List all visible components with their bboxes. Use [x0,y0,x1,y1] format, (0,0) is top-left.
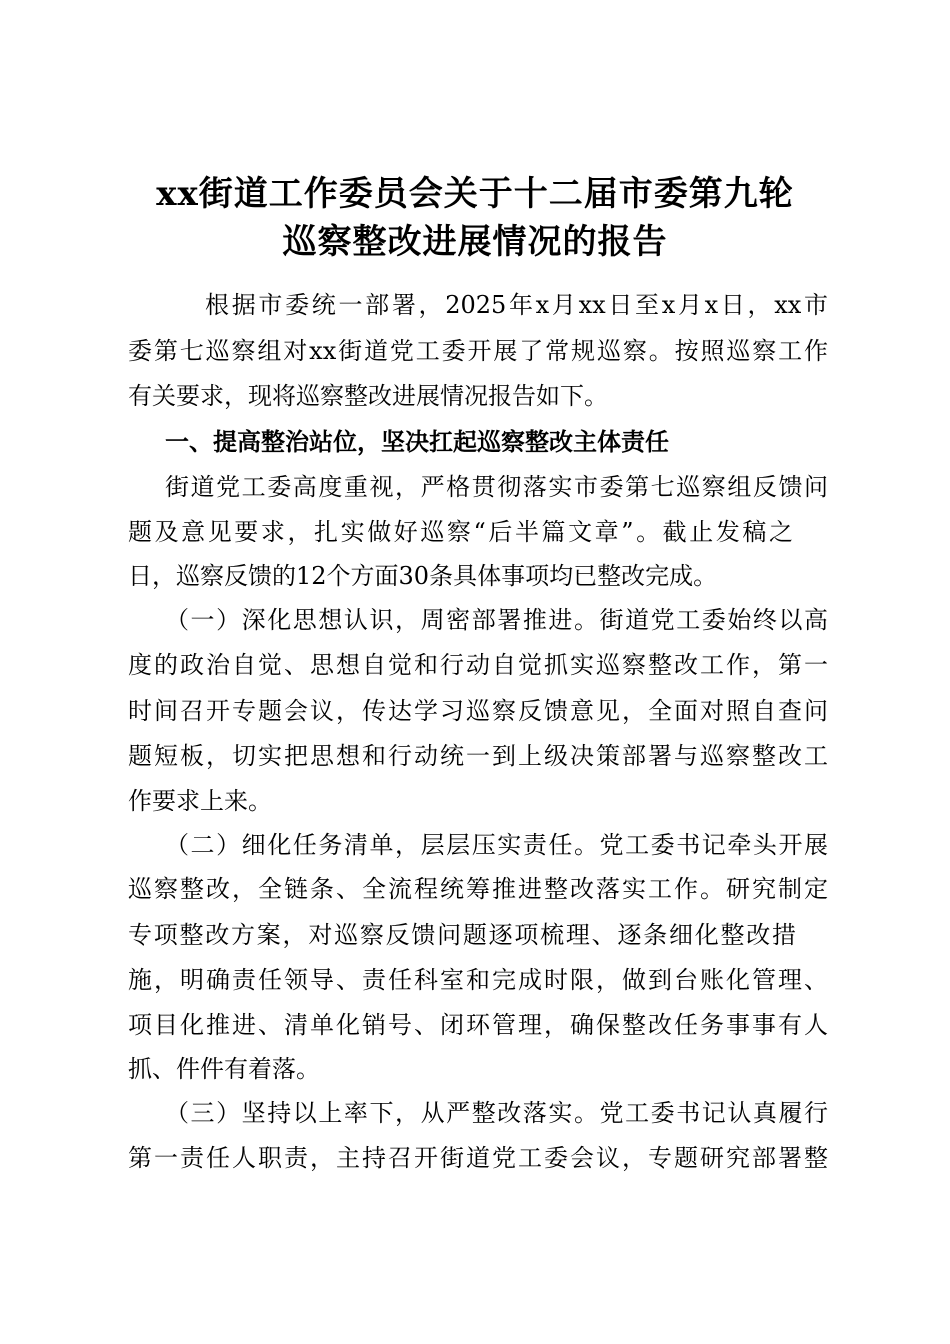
document-title-line-1: xx街道工作委员会关于十二届市委第九轮 [156,174,794,214]
paragraph-line: 根据市委统一部署，2025年x月xx日至x月x日，xx市 [205,291,828,319]
paragraph-line: （三）坚持以上率下，从严整改落实。党工委书记认真履行 [165,1099,828,1127]
paragraph-line: 时间召开专题会议，传达学习巡察反馈意见，全面对照自查问 [128,697,828,725]
paragraph-line: 项目化推进、清单化销号、闭环管理，确保整改任务事事有人 [128,1011,828,1039]
document-title-line-2: 巡察整改进展情况的报告 [282,222,668,262]
paragraph-line: 第一责任人职责，主持召开街道党工委会议，专题研究部署整 [128,1144,828,1172]
paragraph-line: 日，巡察反馈的12个方面30条具体事项均已整改完成。 [128,562,718,590]
paragraph-line: 施，明确责任领导、责任科室和完成时限，做到台账化管理、 [128,966,828,994]
paragraph-line: 委第七巡察组对xx街道党工委开展了常规巡察。按照巡察工作 [128,337,828,365]
paragraph-line: （一）深化思想认识，周密部署推进。街道党工委始终以高 [165,606,828,634]
paragraph-line: 抓、件件有着落。 [128,1055,320,1083]
paragraph-line: 度的政治自觉、思想自觉和行动自觉抓实巡察整改工作，第一 [128,651,828,679]
paragraph-line: 巡察整改，全链条、全流程统筹推进整改落实工作。研究制定 [128,875,828,903]
paragraph-line: 作要求上来。 [128,787,272,815]
paragraph-line: 题短板，切实把思想和行动统一到上级决策部署与巡察整改工 [128,742,828,770]
section-heading: 一、提高整治站位，坚决扛起巡察整改主体责任 [165,427,669,456]
paragraph-line: 有关要求，现将巡察整改进展情况报告如下。 [128,382,608,410]
paragraph-line: 专项整改方案，对巡察反馈问题逐项梳理、逐条细化整改措 [128,921,796,949]
paragraph-line: （二）细化任务清单，层层压实责任。党工委书记牵头开展 [165,831,828,859]
paragraph-line: 街道党工委高度重视，严格贯彻落实市委第七巡察组反馈问 [165,473,828,501]
paragraph-line: 题及意见要求，扎实做好巡察“后半篇文章”。截止发稿之 [128,518,793,546]
